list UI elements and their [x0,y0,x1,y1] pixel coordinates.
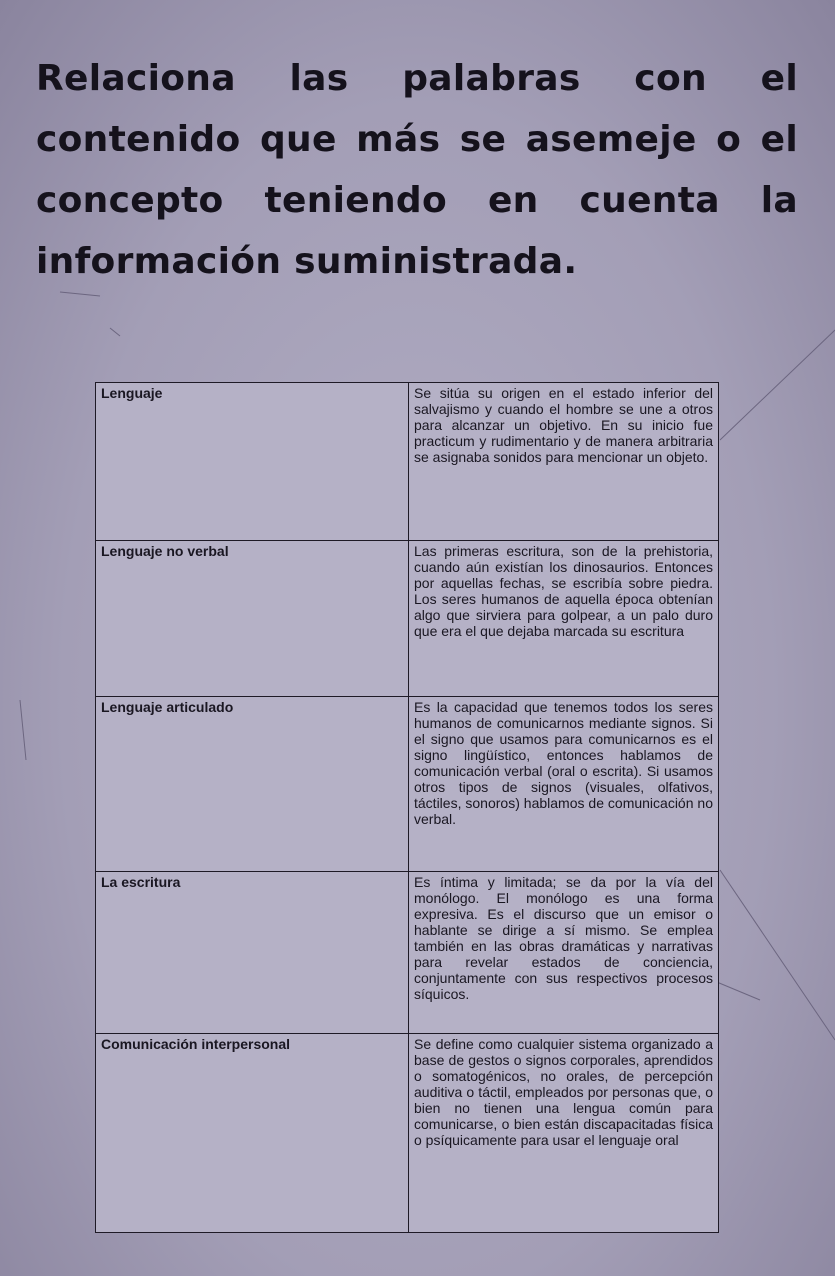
term-cell: La escritura [96,872,409,1034]
definition-cell: Es la capacidad que tenemos todos los seres humanos de comunicarnos mediante signos. Si el signo que usamos para comunicarnos es el signo lingüístico, entonces hablamos de comunicación verbal (oral o escrita). Si usamos otros tipos de signos (visuales, olfativos, táctiles, sonoros) hablamos de comunicación no verbal. [409,697,719,872]
definition-cell: Las primeras escritura, son de la prehistoria, cuando aún existían los dinosaurios. Entonces por aquellas fechas, se escribía sobre piedra. Los seres humanos de aquella época obtenían algo que sirviera para golpear, a un palo duro que era el que dejaba marcada su escritura [409,541,719,697]
definition-cell: Se define como cualquier sistema organizado a base de gestos o signos corporales, aprendidos o somatogénicos, no orales, de percepción auditiva o táctil, empleados por personas que, o bien no tienen una lengua común para comunicarse, o bien están discapacitadas física o psíquicamente para usar el lenguaje oral [409,1034,719,1233]
matching-table [95,382,719,1233]
table-row [96,541,719,697]
term-cell: Lenguaje [96,383,409,541]
term-cell: Lenguaje articulado [96,697,409,872]
term-cell: Comunicación interpersonal [96,1034,409,1233]
definition-cell: Es íntima y limitada; se da por la vía del monólogo. El monólogo es una forma expresiva. Es el discurso que un emisor o hablante se dirige a sí mismo. Se emplea también en las obras dramáticas y narrativas para revelar estados de conciencia, conjuntamente con sus respectivos procesos síquicos. [409,872,719,1034]
definition-cell: Se sitúa su origen en el estado inferior del salvajismo y cuando el hombre se une a otros para alcanzar un objetivo. En su inicio fue practicum y rudimentario y de manera arbitraria se asignaba sonidos para mencionar un objeto. [409,383,719,541]
term-cell: Lenguaje no verbal [96,541,409,697]
table-row [96,383,719,541]
table-row [96,872,719,1034]
table-row [96,1034,719,1233]
instruction-heading: Relaciona las palabras con el contenido que más se asemeje o el concepto teniendo en cuenta la información suministrada. [36,58,798,282]
table-row [96,697,719,872]
